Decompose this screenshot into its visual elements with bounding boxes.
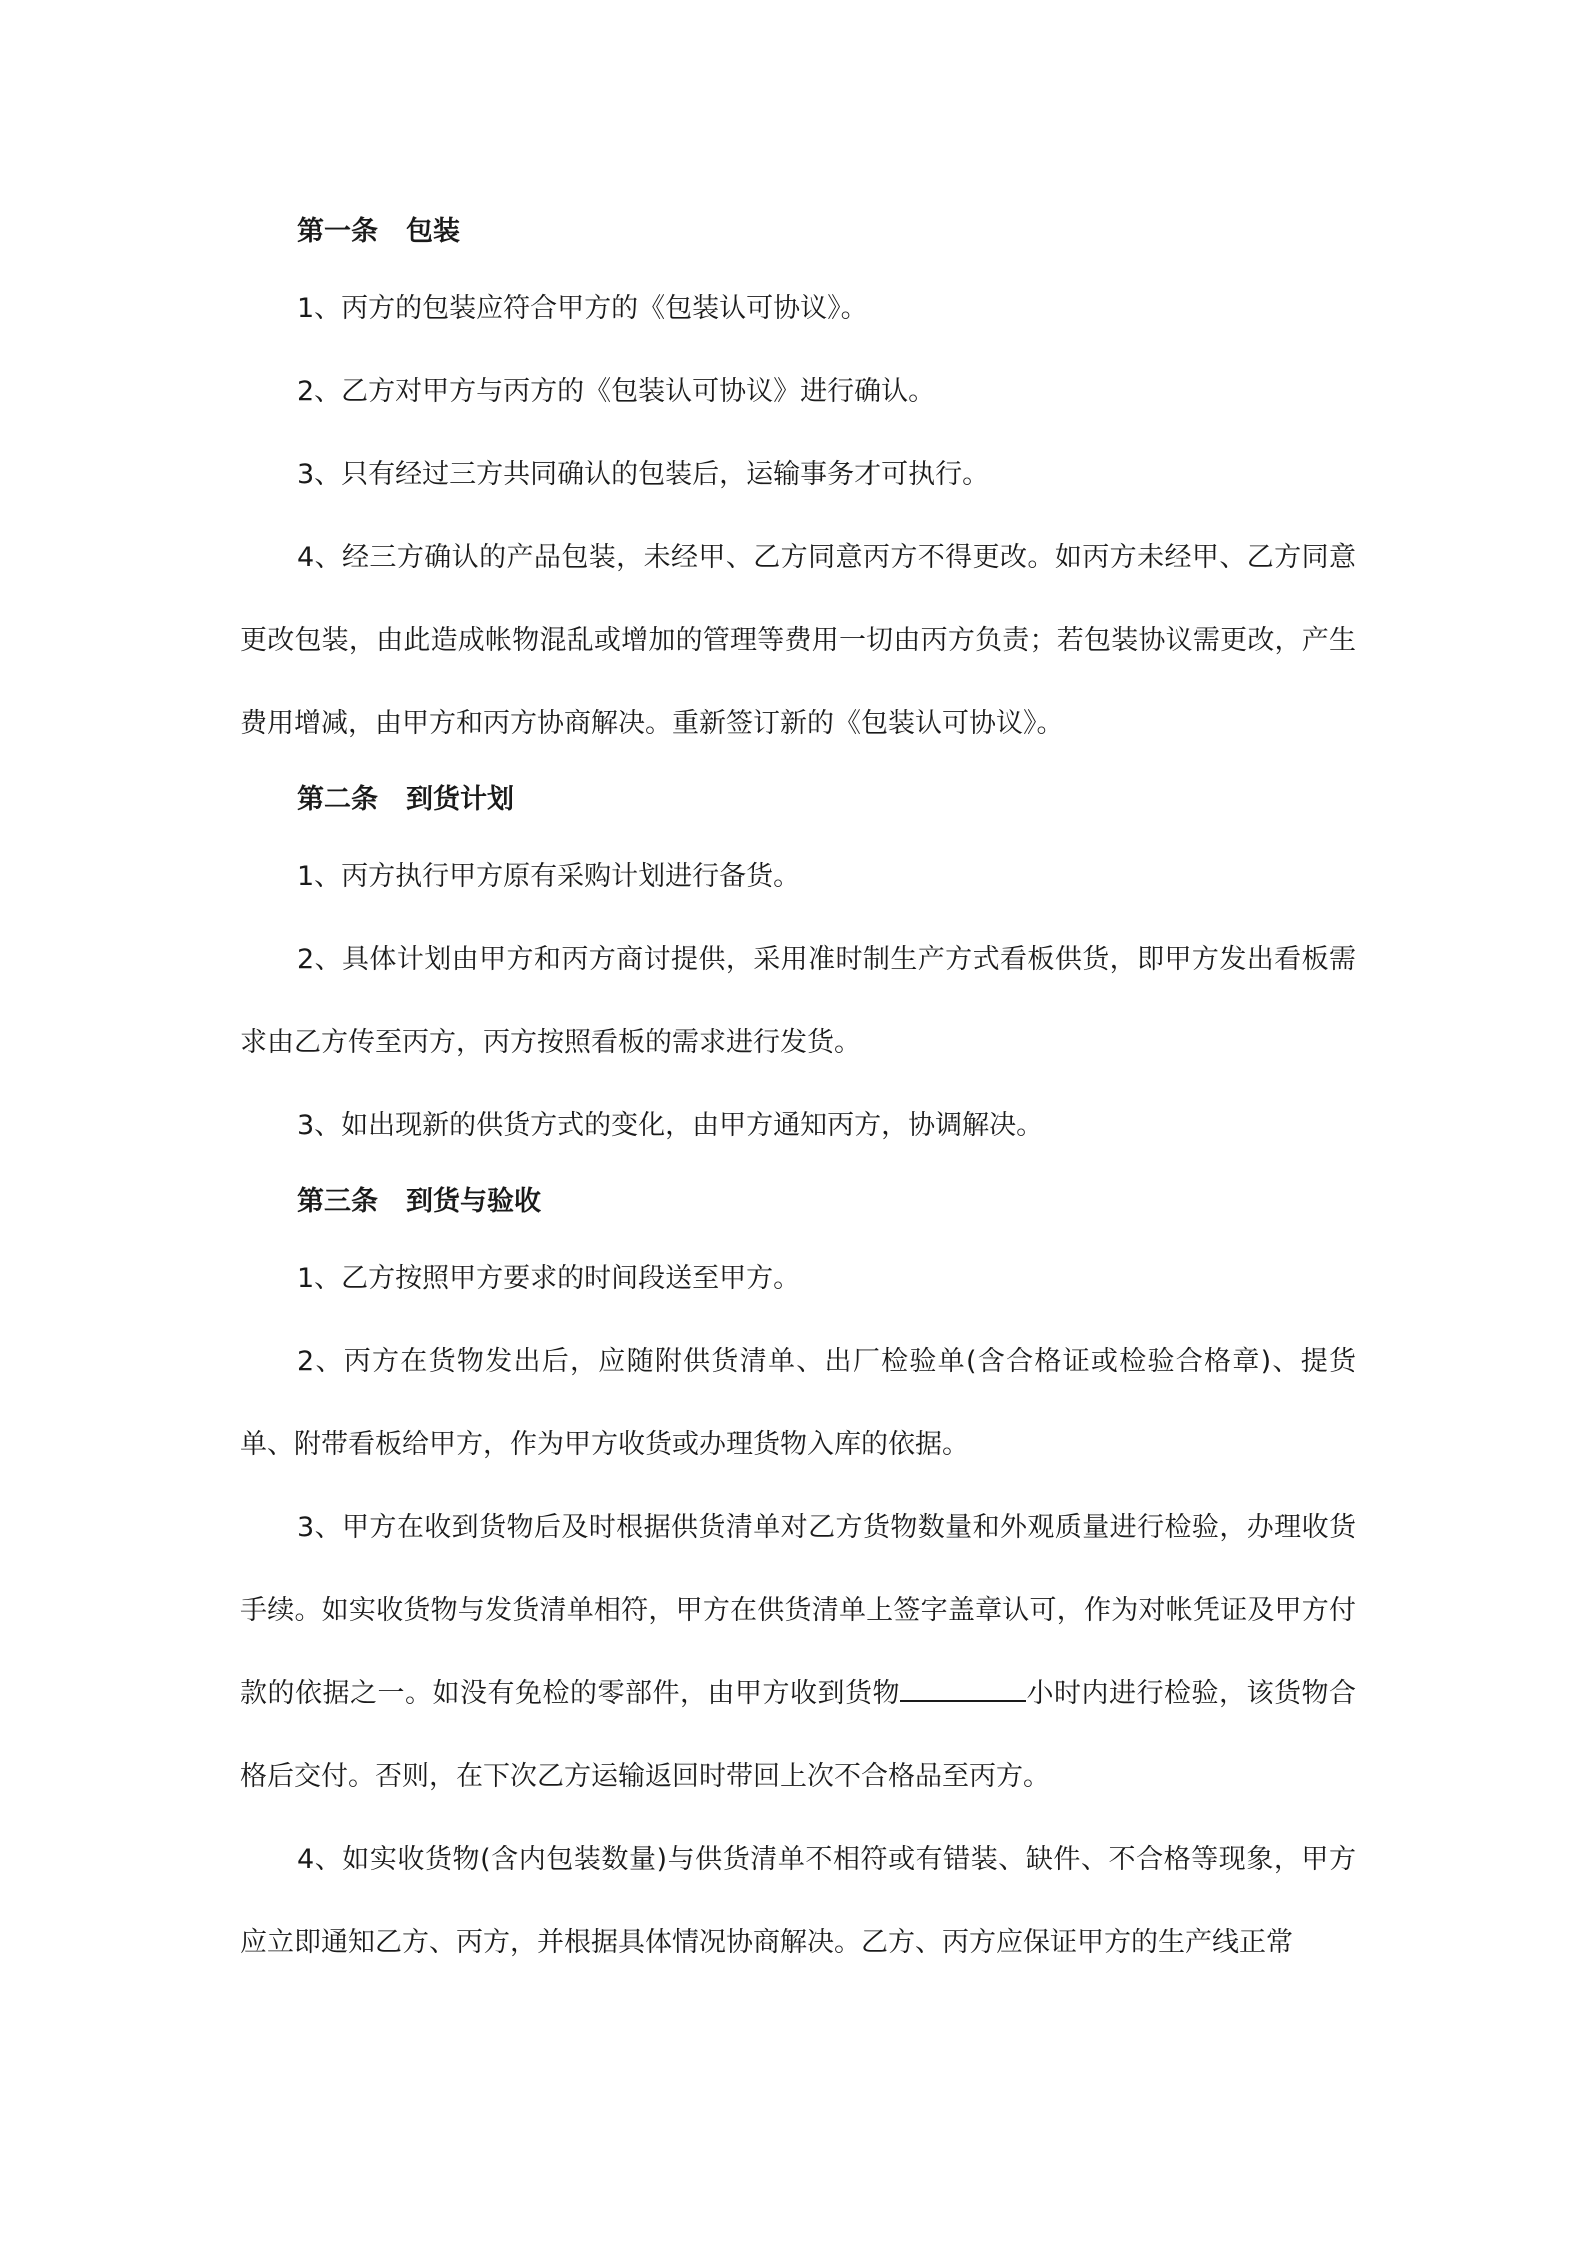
section-title: 包装 (406, 216, 460, 247)
clause-2-3: 3、如出现新的供货方式的变化，由甲方通知丙方，协调解决。 (297, 1110, 1044, 1141)
clause-2-1: 1、丙方执行甲方原有采购计划进行备货。 (297, 861, 801, 892)
section-title: 到货与验收 (406, 1186, 541, 1217)
clause-1-3: 3、只有经过三方共同确认的包装后，运输事务才可执行。 (297, 459, 990, 490)
contract-body (240, 197, 1356, 1984)
clause-3-3 (240, 1486, 1356, 1818)
section-number: 第二条 (297, 784, 378, 815)
clause-3-4: 4、如实收货物(含内包装数量)与供货清单不相符或有错装、缺件、不合格等现象，甲方应立即通知乙方、丙方，并根据具体情况协商解决。乙方、丙方应保证甲方的生产线正常 (240, 1844, 1356, 1958)
clause-3-3-text-b: 小时内进行检验，该货物合格后交付。否则，在下次乙方运输返回时带回上次不合格品至丙方。 (240, 1678, 1356, 1792)
clause-3-3-text-a: 3、甲方在收到货物后及时根据供货清单对乙方货物数量和外观质量进行检验，办理收货手续。如实收货物与发货清单相符，甲方在供货清单上签字盖章认可，作为对帐凭证及甲方付款的依据之一。如没有免检的零部件，由甲方收到货物 (240, 1512, 1356, 1709)
section-heading-2 (297, 765, 1356, 835)
section-number: 第一条 (297, 216, 378, 247)
clause-3-1: 1、乙方按照甲方要求的时间段送至甲方。 (297, 1263, 801, 1294)
section-title: 到货计划 (406, 784, 514, 815)
clause-1-2: 2、乙方对甲方与丙方的《包装认可协议》进行确认。 (297, 376, 936, 407)
fill-in-blank (900, 1676, 1026, 1702)
clause-1-1: 1、丙方的包装应符合甲方的《包装认可协议》。 (297, 293, 868, 324)
section-number: 第三条 (297, 1186, 378, 1217)
clause-1-4: 4、经三方确认的产品包装，未经甲、乙方同意丙方不得更改。如丙方未经甲、乙方同意更改包装，由此造成帐物混乱或增加的管理等费用一切由丙方负责；若包装协议需更改，产生费用增减，由甲方和丙方协商解决。重新签订新的《包装认可协议》。 (240, 542, 1356, 739)
clause-3-2: 2、丙方在货物发出后，应随附供货清单、出厂检验单(含合格证或检验合格章)、提货单、附带看板给甲方，作为甲方收货或办理货物入库的依据。 (240, 1346, 1356, 1460)
clause-2-2: 2、具体计划由甲方和丙方商讨提供，采用准时制生产方式看板供货，即甲方发出看板需求由乙方传至丙方，丙方按照看板的需求进行发货。 (240, 944, 1356, 1058)
section-heading-3 (297, 1167, 1356, 1237)
section-heading-1 (297, 197, 1356, 267)
